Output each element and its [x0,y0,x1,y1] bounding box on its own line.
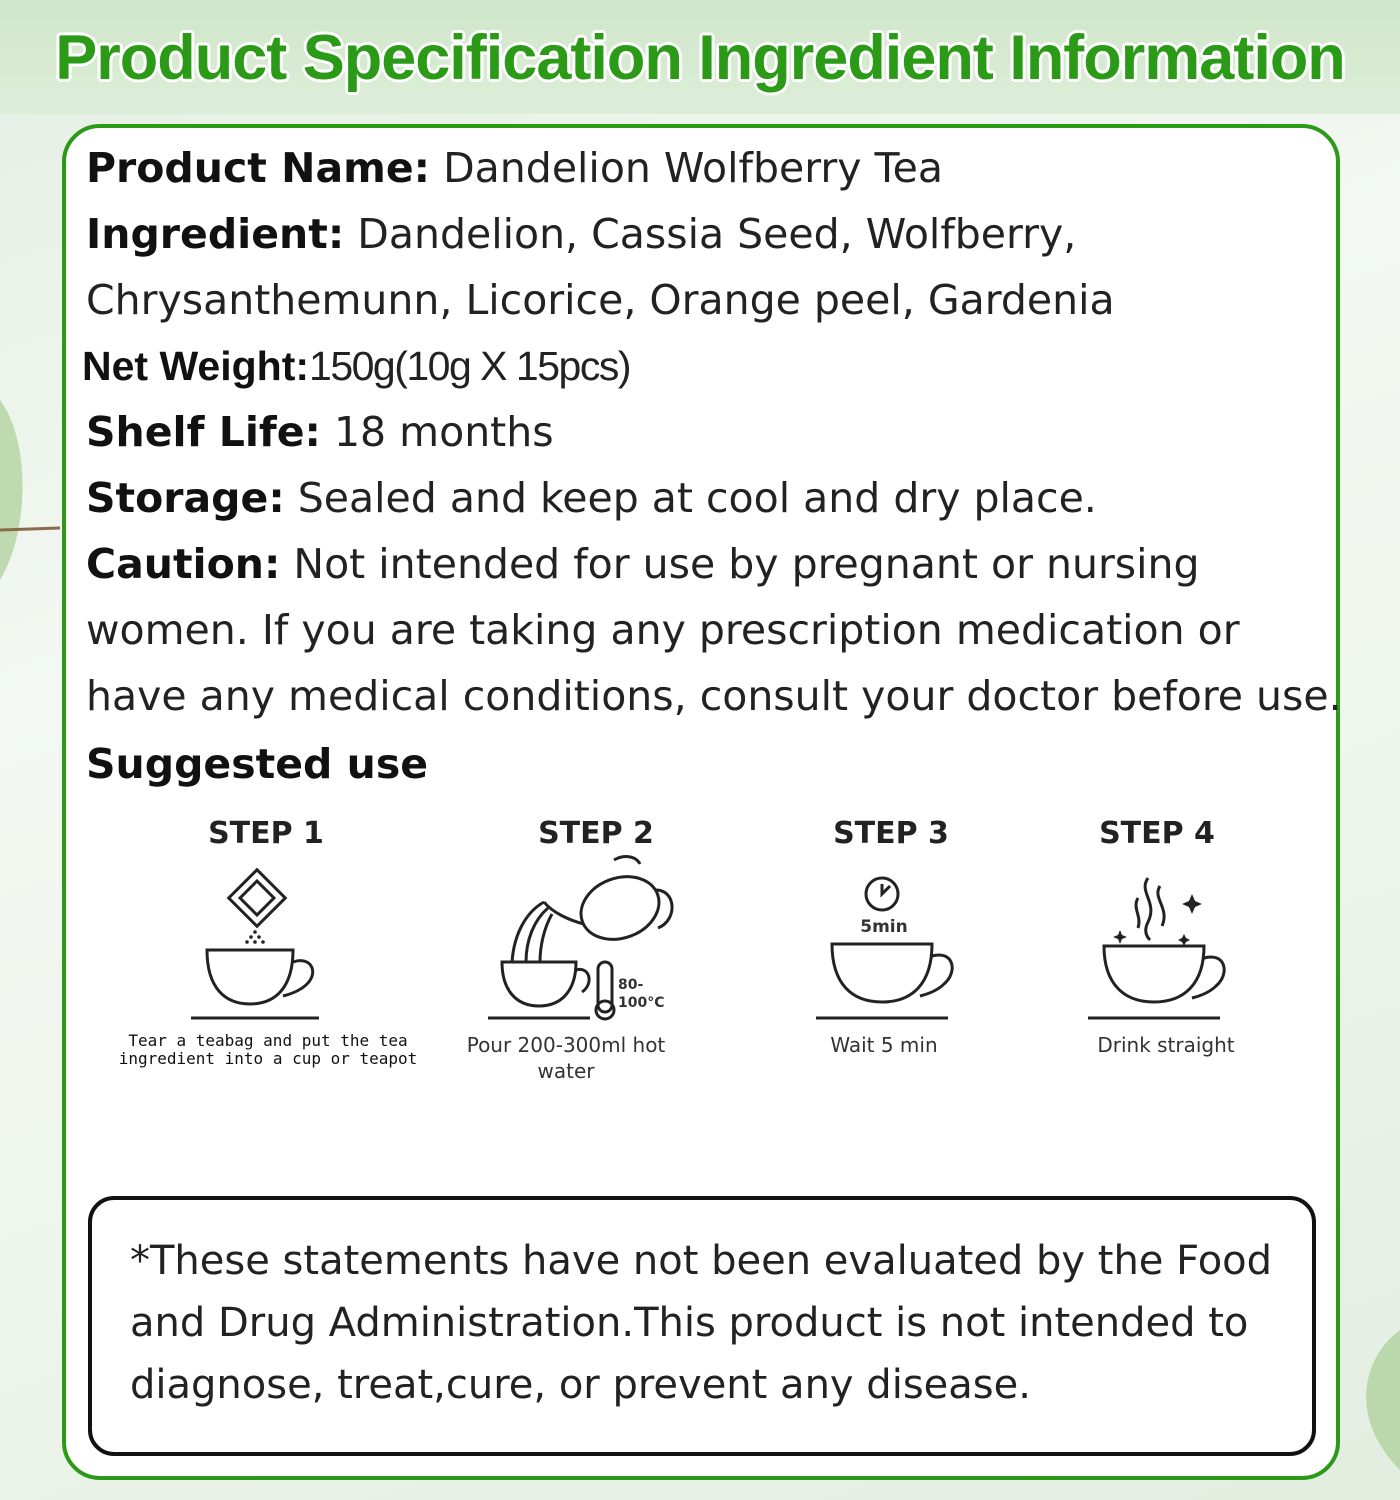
disclaimer-line1: *These statements have not been evaluated by the Food [130,1238,1273,1284]
spec-product-name [86,144,943,192]
step-4-caption [1066,1032,1266,1058]
spec-value: Sealed and keep at cool and dry place. [297,474,1097,522]
step-3-caption-line1: Wait 5 min [830,1033,938,1057]
spec-value: 18 months [333,408,554,456]
step-1-caption-line1: Tear a teabag and put the tea [128,1031,408,1050]
step-3-timer-label: 5min [860,917,908,937]
step-1-caption-line2: ingredient into a cup or teapot [118,1049,418,1069]
spec-value: Dandelion Wolfberry Tea [443,144,943,192]
step-4-caption-line1: Drink straight [1097,1033,1235,1057]
background-leaf-bottom-right [1340,1320,1400,1480]
spec-label: Ingredient: [86,210,345,258]
background-leaf-left [0,380,60,600]
spec-storage [86,474,1097,522]
step-2-caption [456,1032,676,1084]
spec-shelf-life [86,408,554,456]
spec-ingredient [86,210,1077,258]
step-2-caption-line2: water [537,1059,595,1083]
step-2-temperature: 80-100°C [618,977,665,1012]
spec-label: Product Name: [86,144,431,192]
step-2-caption-line1: Pour 200-300ml hot [466,1033,666,1057]
spec-caution-line2 [86,606,1240,654]
step-4-title: STEP 4 [1099,816,1215,851]
spec-ingredient-continued [86,276,1115,324]
spec-value: 150g(10g X 15pcs) [309,343,630,389]
spec-value: have any medical conditions, consult your doctor before use. [86,672,1342,720]
spec-value: Chrysanthemunn, Licorice, Orange peel, Gardenia [86,276,1115,324]
spec-net-weight [82,343,630,389]
spec-value: Not intended for use by pregnant or nursing [293,540,1200,588]
disclaimer-text [130,1230,1290,1416]
spec-value: women. If you are taking any prescription medication or [86,606,1240,654]
spec-label: Storage: [86,474,285,522]
spec-caution [86,540,1200,588]
step-3-title: STEP 3 [833,816,949,851]
suggested-use-heading: Suggested use [86,740,429,788]
step-1-caption [118,1032,418,1069]
timer-cup-icon [812,872,962,1028]
page-title: Product Specification Ingredient Information [55,23,1345,93]
disclaimer-line3: diagnose, treat,cure, or prevent any disease. [130,1362,1031,1408]
step-1-title: STEP 1 [208,816,324,851]
step-3-caption [784,1032,984,1058]
teabag-cup-icon [185,868,325,1028]
spec-label: Caution: [86,540,281,588]
spec-label: Net Weight: [82,343,310,389]
step-2-title: STEP 2 [538,816,654,851]
spec-caution-line3 [86,672,1342,720]
disclaimer-line2: and Drug Administration.This product is not intended to [130,1300,1249,1346]
spec-label: Shelf Life: [86,408,321,456]
steaming-cup-icon [1084,872,1234,1028]
spec-value: Dandelion, Cassia Seed, Wolfberry, [357,210,1077,258]
